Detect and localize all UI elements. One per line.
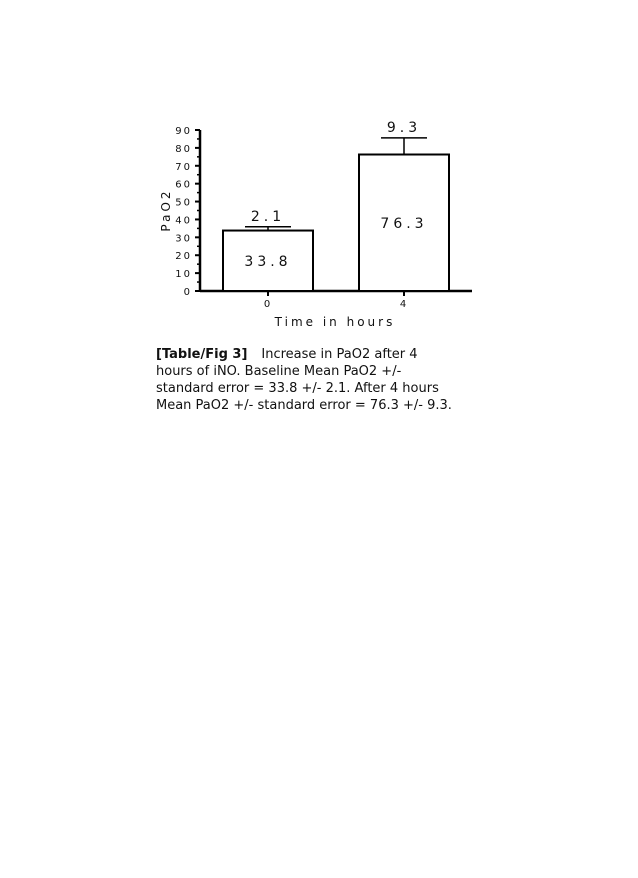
x-tick-label: 0 — [263, 299, 273, 310]
x-tick-label: 4 — [399, 299, 409, 310]
error-label: 9.3 — [386, 119, 422, 136]
y-tick-label: 40 — [175, 215, 192, 227]
value-label: 33.8 — [244, 253, 292, 270]
x-axis — [200, 291, 472, 310]
figure-caption — [156, 346, 456, 414]
y-tick-label: 60 — [175, 179, 192, 191]
bar-chart — [0, 0, 638, 340]
value-label: 76.3 — [380, 215, 428, 232]
caption-text: Increase in PaO2 after 4 hours of iNO. Baseline Mean PaO2 +/- standard error = 33.8 +/- 2.1. After 4 hours Mean PaO2 +/- standard error = 76.3 +/- 9.3. — [156, 347, 452, 413]
error-label: 2.1 — [250, 208, 286, 225]
y-tick-label: 50 — [175, 197, 192, 209]
y-tick-label: 80 — [175, 143, 192, 155]
bars — [223, 120, 449, 291]
y-axis — [175, 126, 200, 298]
y-tick-label: 0 — [183, 287, 192, 298]
y-tick-label: 30 — [175, 233, 192, 245]
caption-tag: [Table/Fig 3] — [156, 347, 248, 362]
y-tick-label: 20 — [175, 251, 192, 263]
y-tick-label: 70 — [175, 161, 192, 173]
x-axis-title: Time in hours — [274, 315, 396, 329]
y-axis-title: PaO2 — [159, 188, 173, 232]
y-tick-label: 10 — [175, 269, 192, 281]
y-tick-label: 90 — [175, 126, 192, 137]
